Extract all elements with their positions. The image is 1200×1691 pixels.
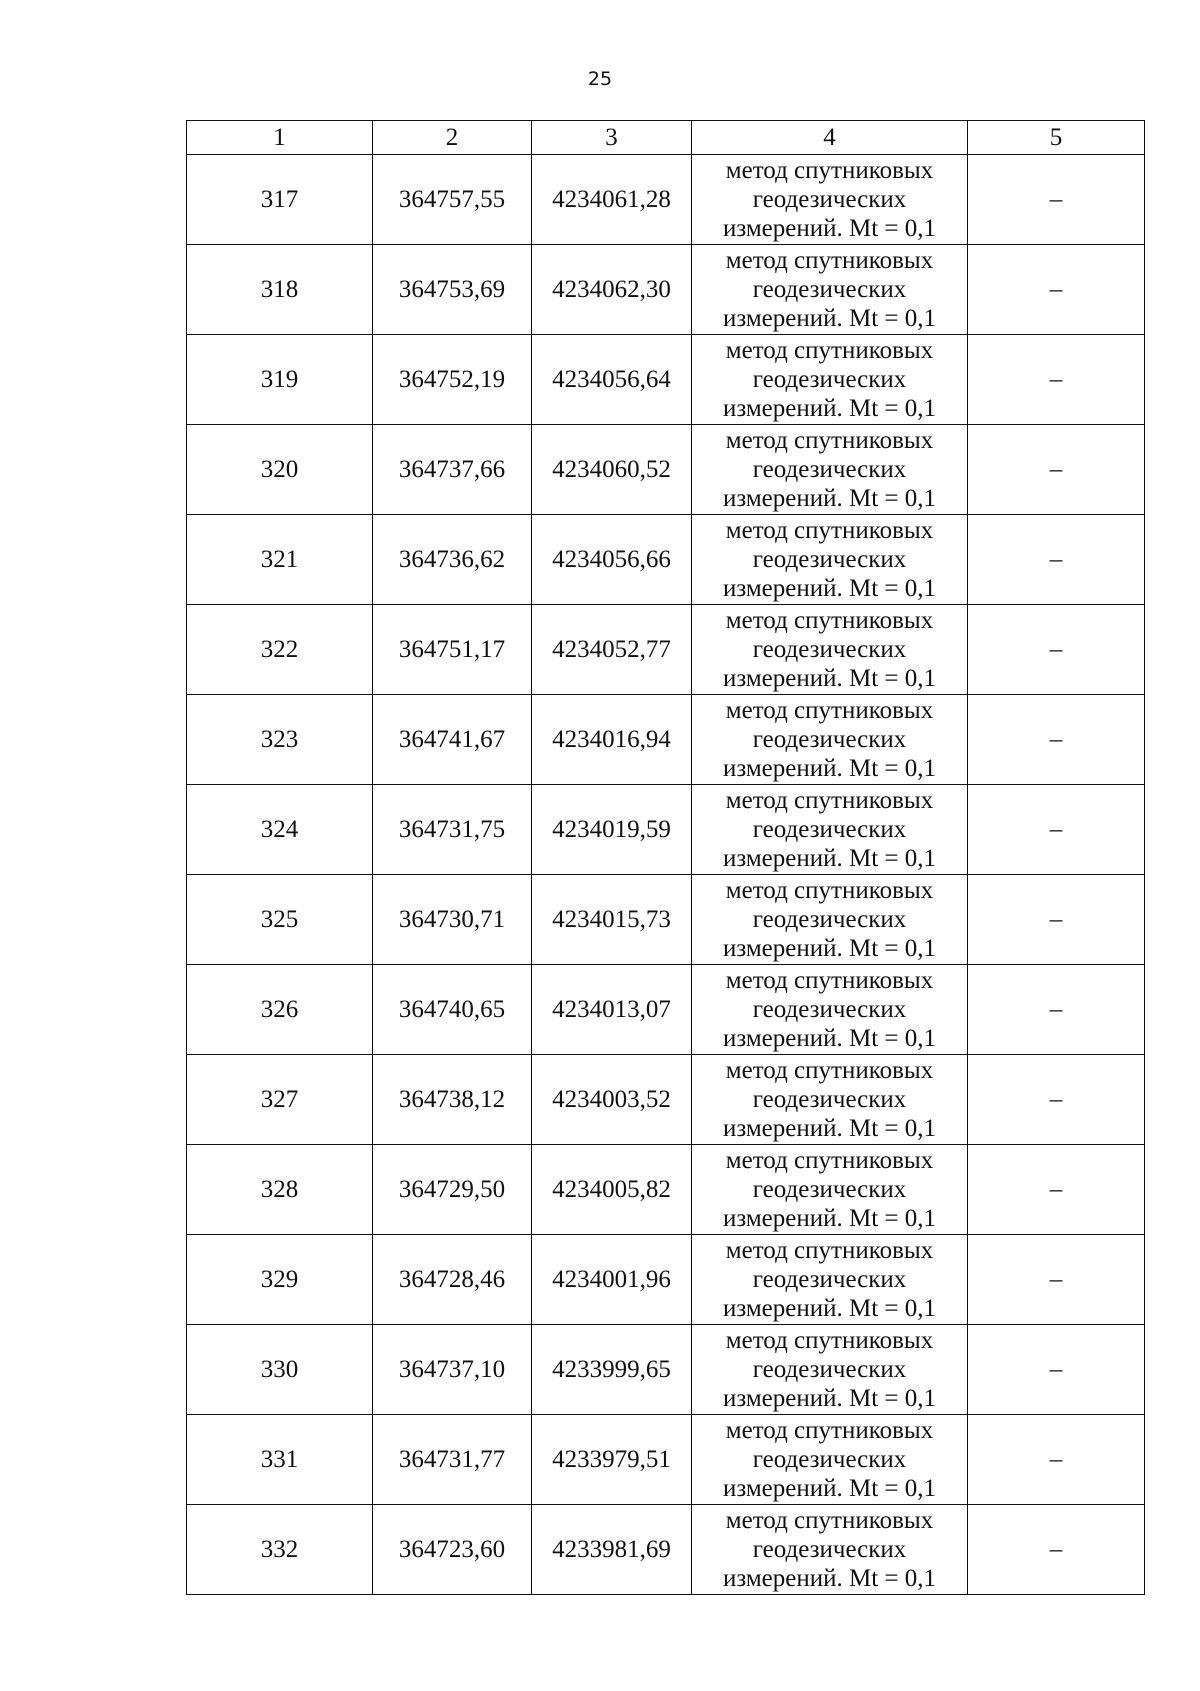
method-cell: метод спутниковых геодезических измерений. Mt = 0,1 <box>692 605 968 695</box>
y-coordinate-cell: 4234056,66 <box>532 515 692 605</box>
table-row <box>187 245 1145 335</box>
note-cell: – <box>968 1055 1145 1145</box>
point-number-cell: 326 <box>187 965 373 1055</box>
table-row <box>187 1325 1145 1415</box>
table-row <box>187 605 1145 695</box>
coordinates-table <box>186 120 1145 1595</box>
method-cell: метод спутниковых геодезических измерений. Mt = 0,1 <box>692 1325 968 1415</box>
column-header-1: 1 <box>187 121 373 155</box>
table-body <box>187 155 1145 1595</box>
y-coordinate-cell: 4234015,73 <box>532 875 692 965</box>
note-cell: – <box>968 1325 1145 1415</box>
header-row <box>187 121 1145 155</box>
note-cell: – <box>968 1505 1145 1595</box>
note-cell: – <box>968 1415 1145 1505</box>
table-row <box>187 1505 1145 1595</box>
y-coordinate-cell: 4234062,30 <box>532 245 692 335</box>
table-header <box>187 121 1145 155</box>
x-coordinate-cell: 364740,65 <box>373 965 532 1055</box>
method-cell: метод спутниковых геодезических измерений. Mt = 0,1 <box>692 335 968 425</box>
y-coordinate-cell: 4234013,07 <box>532 965 692 1055</box>
x-coordinate-cell: 364741,67 <box>373 695 532 785</box>
x-coordinate-cell: 364729,50 <box>373 1145 532 1235</box>
x-coordinate-cell: 364731,75 <box>373 785 532 875</box>
y-coordinate-cell: 4233999,65 <box>532 1325 692 1415</box>
y-coordinate-cell: 4234005,82 <box>532 1145 692 1235</box>
method-cell: метод спутниковых геодезических измерений. Mt = 0,1 <box>692 965 968 1055</box>
point-number-cell: 329 <box>187 1235 373 1325</box>
point-number-cell: 322 <box>187 605 373 695</box>
table-row <box>187 1235 1145 1325</box>
note-cell: – <box>968 695 1145 785</box>
point-number-cell: 332 <box>187 1505 373 1595</box>
x-coordinate-cell: 364736,62 <box>373 515 532 605</box>
x-coordinate-cell: 364730,71 <box>373 875 532 965</box>
point-number-cell: 318 <box>187 245 373 335</box>
note-cell: – <box>968 1145 1145 1235</box>
x-coordinate-cell: 364737,66 <box>373 425 532 515</box>
x-coordinate-cell: 364751,17 <box>373 605 532 695</box>
point-number-cell: 323 <box>187 695 373 785</box>
method-cell: метод спутниковых геодезических измерений. Mt = 0,1 <box>692 695 968 785</box>
note-cell: – <box>968 965 1145 1055</box>
note-cell: – <box>968 155 1145 245</box>
y-coordinate-cell: 4234056,64 <box>532 335 692 425</box>
x-coordinate-cell: 364752,19 <box>373 335 532 425</box>
table-row <box>187 155 1145 245</box>
y-coordinate-cell: 4234060,52 <box>532 425 692 515</box>
point-number-cell: 317 <box>187 155 373 245</box>
method-cell: метод спутниковых геодезических измерений. Mt = 0,1 <box>692 1055 968 1145</box>
point-number-cell: 330 <box>187 1325 373 1415</box>
table-row <box>187 695 1145 785</box>
note-cell: – <box>968 605 1145 695</box>
method-cell: метод спутниковых геодезических измерений. Mt = 0,1 <box>692 1505 968 1595</box>
method-cell: метод спутниковых геодезических измерений. Mt = 0,1 <box>692 515 968 605</box>
point-number-cell: 324 <box>187 785 373 875</box>
x-coordinate-cell: 364737,10 <box>373 1325 532 1415</box>
table-row <box>187 515 1145 605</box>
y-coordinate-cell: 4234061,28 <box>532 155 692 245</box>
method-cell: метод спутниковых геодезических измерений. Mt = 0,1 <box>692 245 968 335</box>
note-cell: – <box>968 335 1145 425</box>
y-coordinate-cell: 4234019,59 <box>532 785 692 875</box>
y-coordinate-cell: 4234001,96 <box>532 1235 692 1325</box>
y-coordinate-cell: 4234016,94 <box>532 695 692 785</box>
x-coordinate-cell: 364731,77 <box>373 1415 532 1505</box>
y-coordinate-cell: 4233981,69 <box>532 1505 692 1595</box>
table-row <box>187 335 1145 425</box>
table-row <box>187 965 1145 1055</box>
method-cell: метод спутниковых геодезических измерений. Mt = 0,1 <box>692 1145 968 1235</box>
x-coordinate-cell: 364728,46 <box>373 1235 532 1325</box>
note-cell: – <box>968 245 1145 335</box>
point-number-cell: 325 <box>187 875 373 965</box>
note-cell: – <box>968 1235 1145 1325</box>
table-row <box>187 1055 1145 1145</box>
column-header-5: 5 <box>968 121 1145 155</box>
point-number-cell: 319 <box>187 335 373 425</box>
point-number-cell: 320 <box>187 425 373 515</box>
y-coordinate-cell: 4233979,51 <box>532 1415 692 1505</box>
y-coordinate-cell: 4234052,77 <box>532 605 692 695</box>
table-row <box>187 875 1145 965</box>
method-cell: метод спутниковых геодезических измерений. Mt = 0,1 <box>692 785 968 875</box>
method-cell: метод спутниковых геодезических измерений. Mt = 0,1 <box>692 425 968 515</box>
page-number: 25 <box>587 68 613 90</box>
table-row <box>187 785 1145 875</box>
point-number-cell: 327 <box>187 1055 373 1145</box>
table-row <box>187 425 1145 515</box>
x-coordinate-cell: 364753,69 <box>373 245 532 335</box>
point-number-cell: 321 <box>187 515 373 605</box>
point-number-cell: 331 <box>187 1415 373 1505</box>
y-coordinate-cell: 4234003,52 <box>532 1055 692 1145</box>
column-header-2: 2 <box>373 121 532 155</box>
table-row <box>187 1145 1145 1235</box>
column-header-3: 3 <box>532 121 692 155</box>
note-cell: – <box>968 785 1145 875</box>
note-cell: – <box>968 875 1145 965</box>
method-cell: метод спутниковых геодезических измерений. Mt = 0,1 <box>692 875 968 965</box>
note-cell: – <box>968 515 1145 605</box>
note-cell: – <box>968 425 1145 515</box>
column-header-4: 4 <box>692 121 968 155</box>
x-coordinate-cell: 364757,55 <box>373 155 532 245</box>
method-cell: метод спутниковых геодезических измерений. Mt = 0,1 <box>692 1235 968 1325</box>
x-coordinate-cell: 364738,12 <box>373 1055 532 1145</box>
point-number-cell: 328 <box>187 1145 373 1235</box>
method-cell: метод спутниковых геодезических измерений. Mt = 0,1 <box>692 155 968 245</box>
method-cell: метод спутниковых геодезических измерений. Mt = 0,1 <box>692 1415 968 1505</box>
table-row <box>187 1415 1145 1505</box>
x-coordinate-cell: 364723,60 <box>373 1505 532 1595</box>
